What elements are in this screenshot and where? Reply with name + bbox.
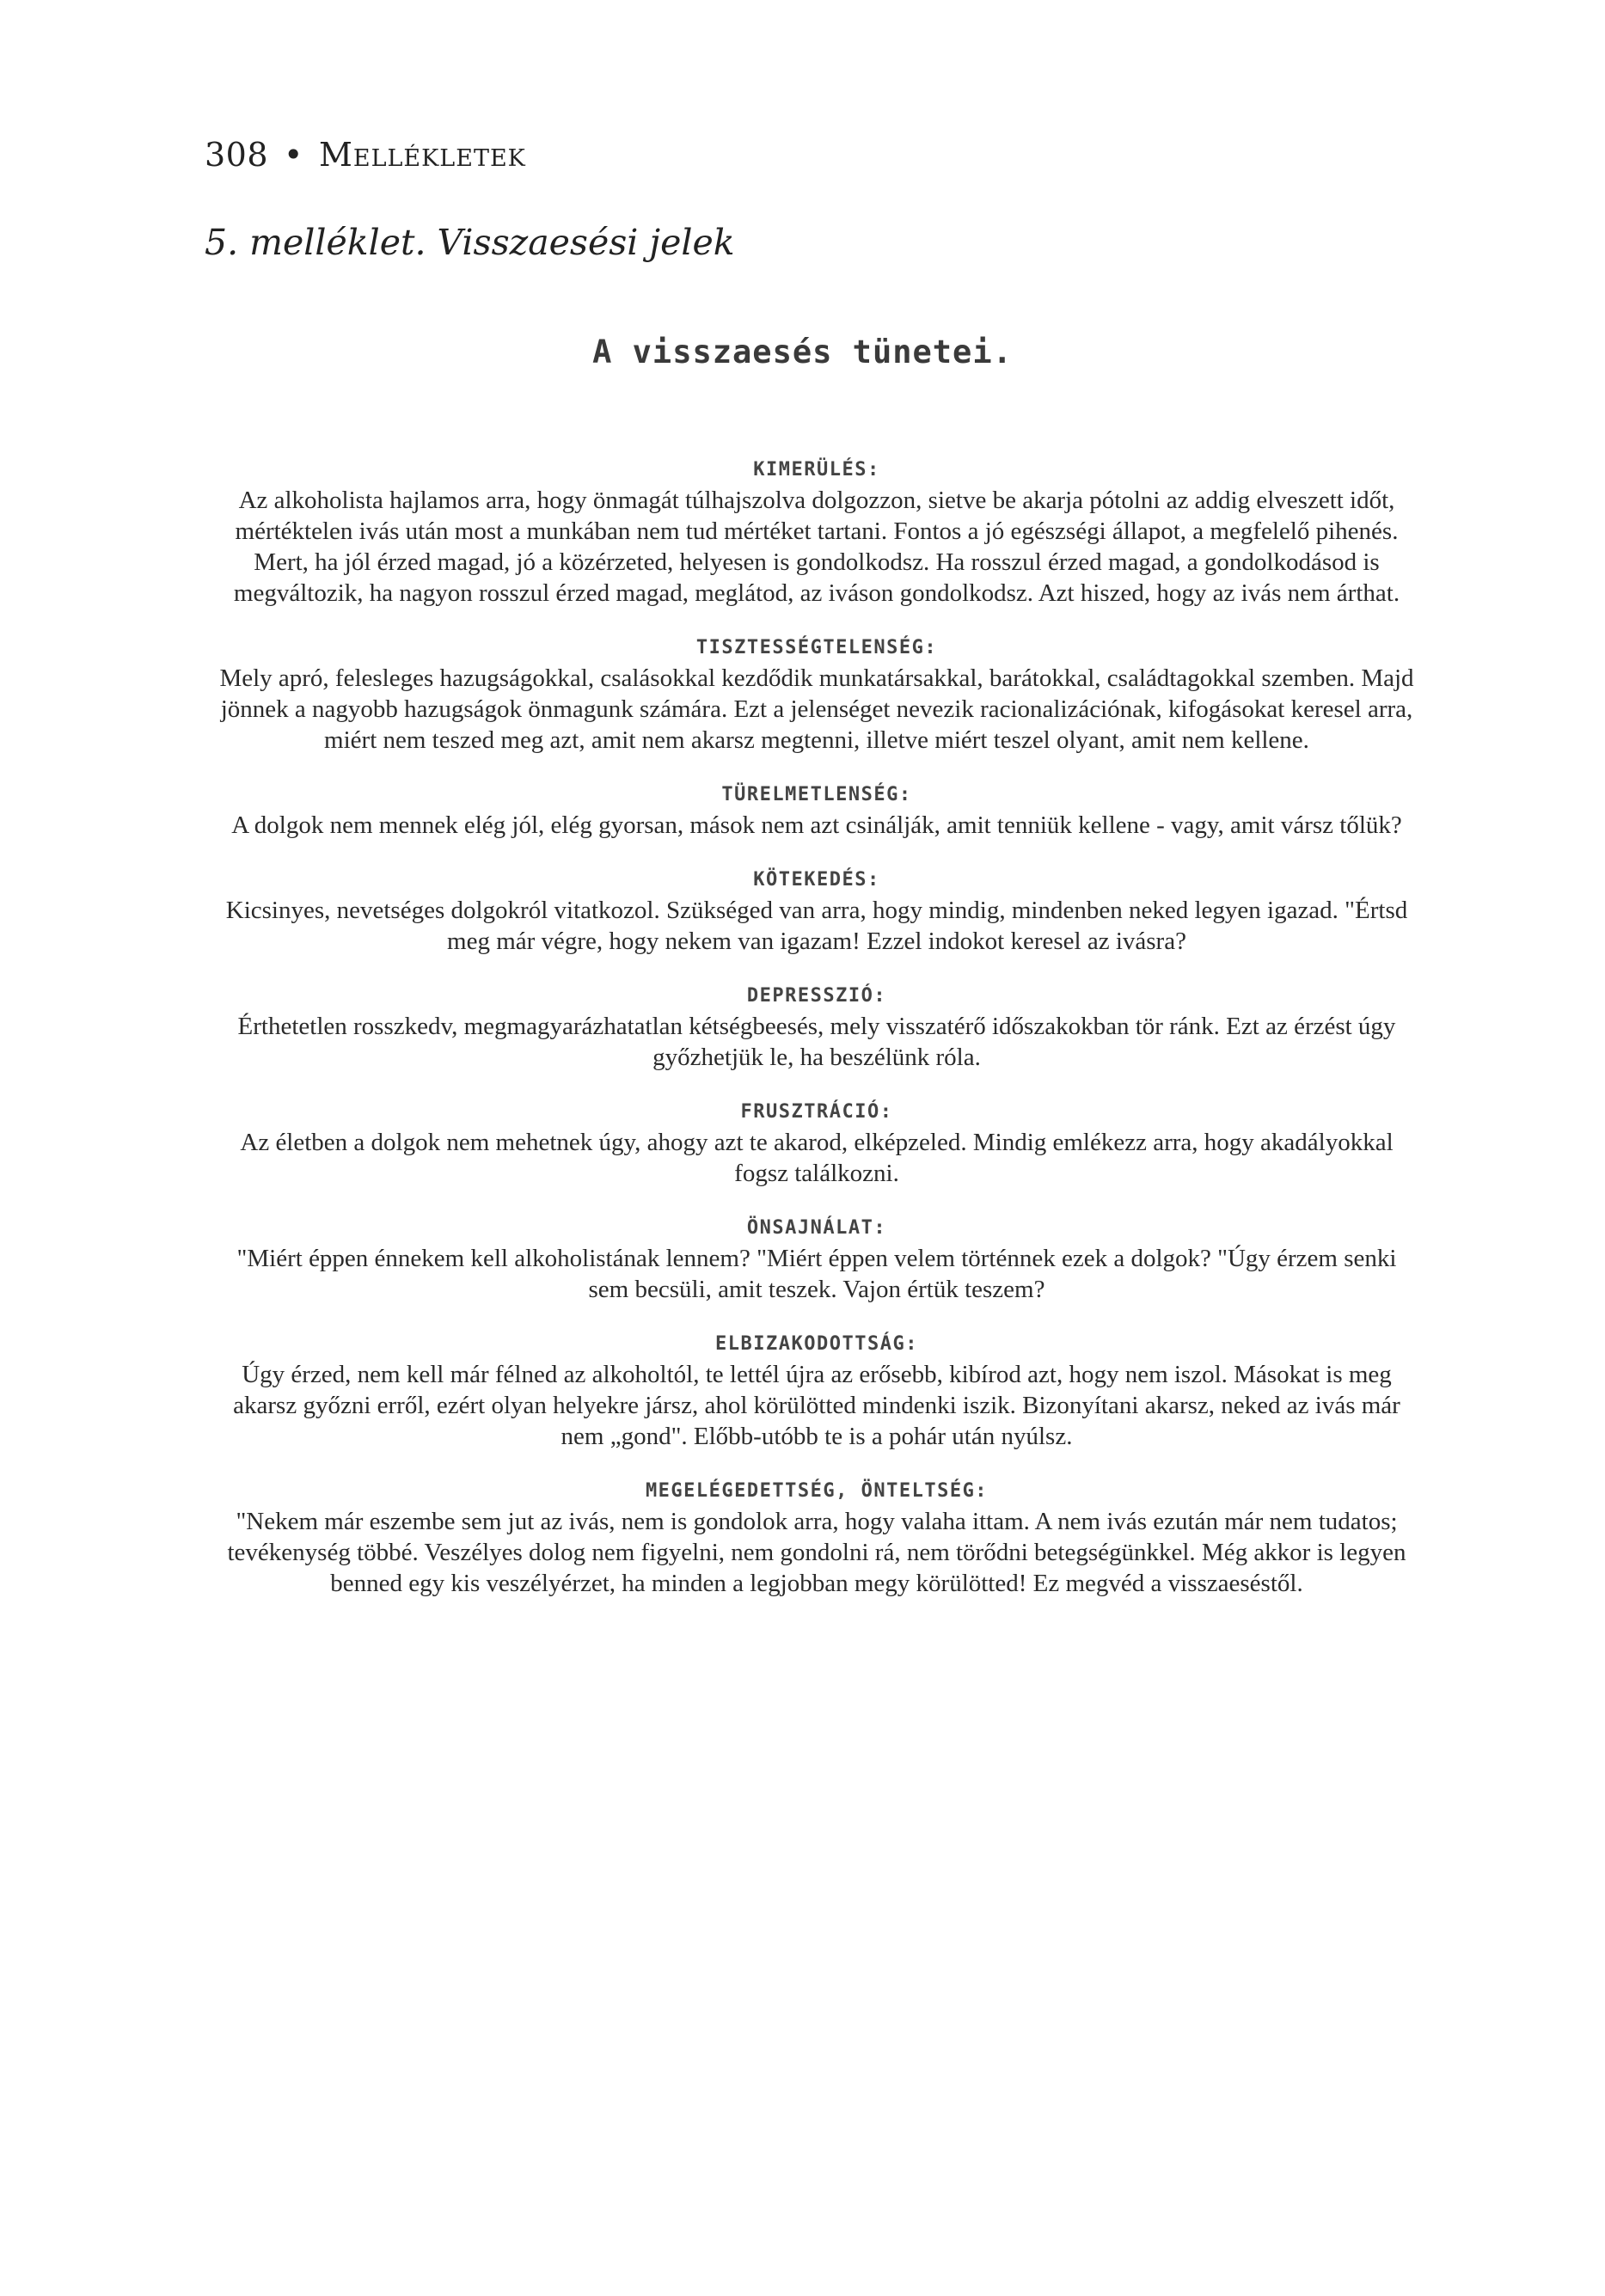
- section-body: "Nekem már eszembe sem jut az ivás, nem is gondolok arra, hogy valaha ittam. A nem ivás ezután már nem tudatos; tevékenység többé. Veszélyes dolog nem figyelni, nem gondolni rá, nem törődni betegségünkkel. Még akkor is legyen benned egy kis veszélyérzet, ha minden a legjobban megy körülötted! Ez megvéd a visszaeséstől.: [227, 1508, 1406, 1597]
- section-body: Úgy érzed, nem kell már félned az alkoholtól, te lettél újra az erősebb, kibírod azt, hogy nem iszol. Másokat is meg akarsz győzni erről, ezért olyan helyekre jársz, ahol körülötted mindenki iszik. Bizonyítani akarsz, neked az ivás már nem „gond". Előbb-utóbb te is a pohár után nyúlsz.: [233, 1361, 1400, 1450]
- section-tisztessegtelenseg: [215, 634, 1418, 756]
- section-body: Az alkoholista hajlamos arra, hogy önmagát túlhajszolva dolgozzon, sietve be akarja pótolni az addig elveszett időt, mértéktelen ivás után most a munkában nem tud mértéket tartani. Fontos a jó egészségi állapot, a megfelelő pihenés. Mert, ha jól érzed magad, jó a közérzeted, helyesen is gondolkodsz. Ha rosszul érzed magad, a gondolkodásod is megváltozik, ha nagyon rosszul érzed magad, meglátod, az iváson gondolkodsz. Azt hiszed, hogy az ivás nem árthat.: [233, 487, 1400, 607]
- header-bullet: •: [284, 136, 303, 174]
- section-heading: MEGELÉGEDETTSÉG, ÖNTELTSÉG:: [645, 1480, 989, 1502]
- section-heading: ELBIZAKODOTTSÁG:: [715, 1333, 918, 1355]
- section-heading: FRUSZTRÁCIÓ:: [740, 1101, 893, 1123]
- section-megelegedettseg: [215, 1477, 1418, 1599]
- section-onsajnalat: [215, 1214, 1418, 1305]
- section-frusztracio: [215, 1098, 1418, 1189]
- section-turelmetlenseg: [215, 781, 1418, 841]
- section-body: A dolgok nem mennek elég jól, elég gyorsan, mások nem azt csinálják, amit tenniük kellene - vagy, amit vársz tőlük?: [231, 811, 1402, 839]
- section-body: Érthetetlen rosszkedv, megmagyarázhatatlan kétségbeesés, mely visszatérő időszakokban tör ránk. Ezt az érzést úgy győzhetjük le, ha beszélünk róla.: [237, 1013, 1396, 1071]
- section-kimerules: [215, 456, 1418, 609]
- document-content: [215, 456, 1418, 1624]
- page-number: 308: [205, 136, 269, 174]
- header-section-name: Mellékletek: [318, 136, 526, 174]
- section-heading: ÖNSAJNÁLAT:: [746, 1217, 887, 1239]
- running-header: [205, 136, 526, 174]
- section-elbizakodottsag: [215, 1330, 1418, 1452]
- document-title: A visszaesés tünetei.: [592, 334, 1013, 370]
- section-body: "Miért éppen énnekem kell alkoholistának lennem? "Miért éppen velem történnek ezek a dolgok? "Úgy érzem senki sem becsüli, amit teszek. Vajon értük teszem?: [236, 1245, 1397, 1303]
- section-body: Mely apró, felesleges hazugságokkal, csalásokkal kezdődik munkatársakkal, barátokkal, családtagokkal szemben. Majd jönnek a nagyobb hazugságok önmagunk számára. Ezt a jelenséget nevezik racionalizációnak, kifogásokat keresel arra, miért nem teszed meg azt, amit nem akarsz megtenni, illetve miért teszel olyant, amit nem kellene.: [219, 664, 1414, 754]
- section-body: Kicsinyes, nevetséges dolgokról vitatkozol. Szükséged van arra, hogy mindig, mindenben neked legyen igazad. "Értsd meg már végre, hogy nekem van igazam! Ezzel indokot keresel az ivásra?: [225, 897, 1408, 955]
- section-body: Az életben a dolgok nem mehetnek úgy, ahogy azt te akarod, elképzeled. Mindig emlékezz arra, hogy akadályokkal fogsz találkozni.: [240, 1129, 1394, 1187]
- section-kotekedes: [215, 866, 1418, 957]
- section-depresszio: [215, 982, 1418, 1073]
- section-heading: KIMERÜLÉS:: [753, 459, 880, 481]
- section-heading: DEPRESSZIÓ:: [746, 985, 887, 1007]
- section-heading: KÖTEKEDÉS:: [753, 869, 880, 891]
- appendix-title: 5. melléklet. Visszaesési jelek: [205, 222, 735, 263]
- section-heading: TÜRELMETLENSÉG:: [721, 784, 912, 805]
- section-heading: TISZTESSÉGTELENSÉG:: [695, 637, 938, 658]
